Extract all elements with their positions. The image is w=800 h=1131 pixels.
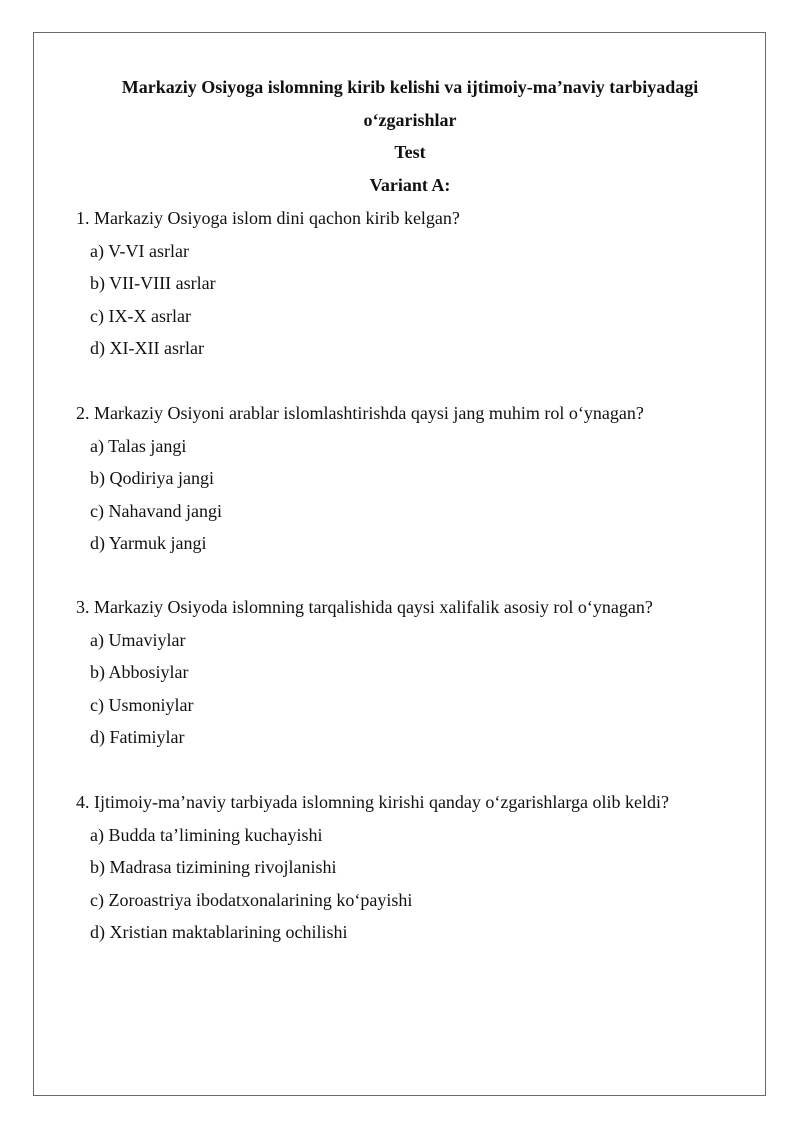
question-text: 1. Markaziy Osiyoga islom dini qachon kirib kelgan?	[76, 208, 460, 228]
answer-option-d: d) Yarmuk jangi	[90, 533, 207, 553]
answer-option-c: c) Zoroastriya ibodatxonalarining ko‘payishi	[90, 889, 413, 910]
answer-option-d: d) Xristian maktablarining ochilishi	[90, 922, 348, 942]
variant-label: Variant A:	[369, 175, 451, 195]
answer-option-d: d) XI-XII asrlar	[90, 338, 204, 358]
answer-option-c: c) Usmoniylar	[90, 694, 194, 715]
document-title-line-1: Markaziy Osiyoga islomning kirib kelishi va ijtimoiy-ma’naviy tarbiyadagi	[121, 77, 699, 97]
answer-option-c: c) Nahavand jangi	[90, 500, 222, 521]
question-1	[76, 207, 756, 359]
document-subtitle: Test	[394, 142, 426, 162]
question-text: 2. Markaziy Osiyoni arablar islomlashtirishda qaysi jang muhim rol o‘ynagan?	[76, 403, 644, 423]
answer-option-b: b) Abbosiylar	[90, 662, 189, 682]
answer-option-d: d) Fatimiylar	[90, 727, 185, 747]
answer-option-a: a) Budda ta’limining kuchayishi	[90, 824, 323, 845]
answer-options	[76, 629, 756, 749]
answer-options	[76, 240, 756, 360]
answer-options	[76, 435, 756, 555]
document-title-line-2: o‘zgarishlar	[363, 110, 457, 130]
question-4	[76, 791, 756, 943]
answer-option-a: a) V-VI asrlar	[90, 240, 189, 261]
question-2	[76, 402, 756, 554]
answer-option-c: c) IX-X asrlar	[90, 305, 191, 326]
answer-options	[76, 824, 756, 944]
answer-option-b: b) VII-VIII asrlar	[90, 273, 216, 293]
answer-option-b: b) Qodiriya jangi	[90, 468, 214, 488]
question-text: 3. Markaziy Osiyoda islomning tarqalishida qaysi xalifalik asosiy rol o‘ynagan?	[76, 597, 653, 617]
answer-option-b: b) Madrasa tizimining rivojlanishi	[90, 857, 337, 877]
answer-option-a: a) Talas jangi	[90, 435, 187, 456]
question-text: 4. Ijtimoiy-ma’naviy tarbiyada islomning kirishi qanday o‘zgarishlarga olib keldi?	[76, 792, 670, 812]
answer-option-a: a) Umaviylar	[90, 629, 186, 650]
question-3	[76, 596, 756, 748]
